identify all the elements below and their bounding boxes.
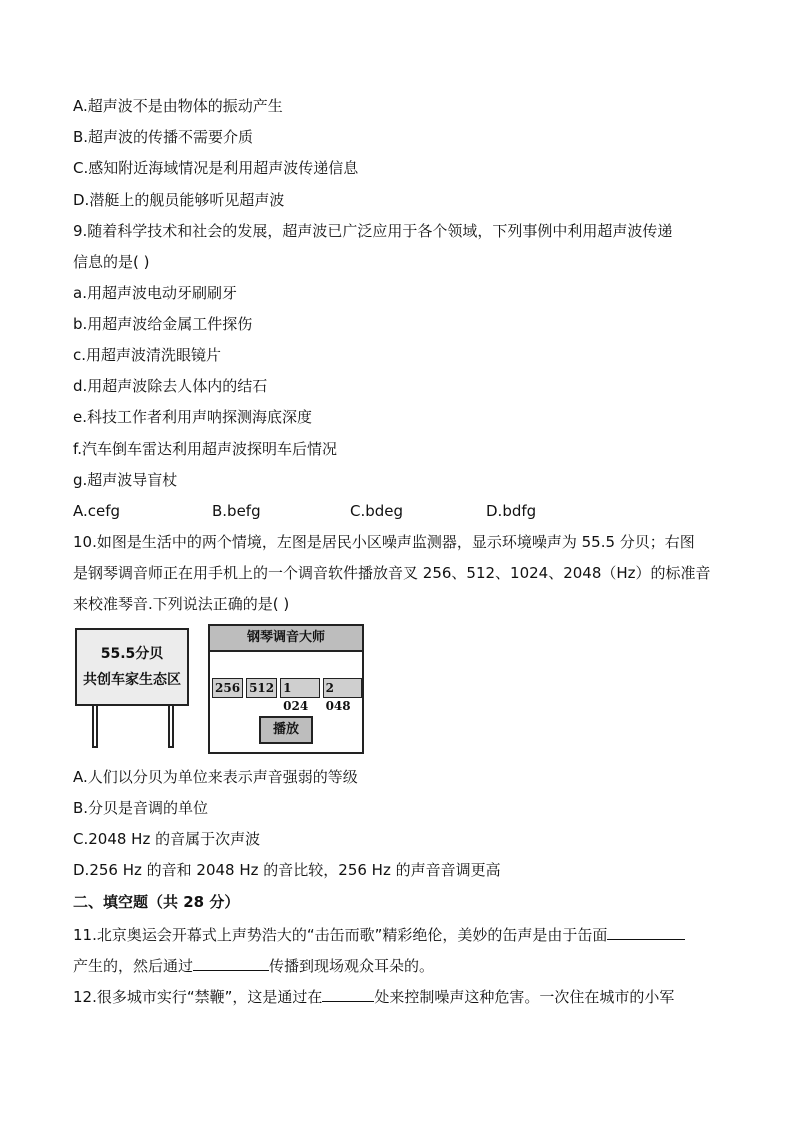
q9-choice-b: B.befg — [212, 502, 261, 520]
section-heading: 二、填空题（共 28 分） — [73, 893, 240, 911]
q11-text-1: 11.北京奥运会开幕式上声势浩大的“击缶而歌”精彩绝伦，美妙的缶声是由于缶面 — [73, 926, 608, 944]
play-button: 播放 — [259, 716, 313, 744]
q8-option-c: C.感知附近海域情况是利用超声波传递信息 — [73, 159, 359, 177]
sign-post-right — [168, 706, 174, 748]
q11-text-3: 传播到现场观众耳朵的。 — [269, 957, 435, 975]
q9-item-d: d.用超声波除去人体内的结石 — [73, 377, 268, 395]
q10-option-d: D.256 Hz 的音和 2048 Hz 的音比较，256 Hz 的声音音调更高 — [73, 861, 501, 879]
q10-option-c: C.2048 Hz 的音属于次声波 — [73, 830, 261, 848]
q9-choice-d: D.bdfg — [486, 502, 537, 520]
q12-blank-1[interactable] — [322, 985, 374, 1002]
q10-stem-line2: 是钢琴调音师正在用手机上的一个调音软件播放音叉 256、512、1024、2048（Hz）的标准音 — [73, 564, 711, 582]
q9-item-f: f.汽车倒车雷达利用超声波探明车后情况 — [73, 440, 337, 458]
q11-blank-1[interactable] — [607, 923, 685, 940]
q12-text-2: 处来控制噪声这种危害。一次住在城市的小军 — [374, 988, 675, 1006]
q10-stem-line3: 来校准琴音.下列说法正确的是( ) — [73, 595, 290, 613]
q8-option-d: D.潜艇上的舰员能够听见超声波 — [73, 191, 285, 209]
freq-512-button: 512 — [246, 678, 277, 698]
q11-blank-2[interactable] — [193, 954, 269, 971]
q9-choice-a: A.cefg — [73, 502, 121, 520]
tuning-app-screen — [208, 624, 364, 754]
q10-option-a: A.人们以分贝为单位来表示声音强弱的等级 — [73, 768, 358, 786]
q8-option-b: B.超声波的传播不需要介质 — [73, 128, 254, 146]
freq-256-button: 256 — [212, 678, 243, 698]
q9-item-a: a.用超声波电动牙刷刷牙 — [73, 284, 237, 302]
q9-choice-c: C.bdeg — [350, 502, 404, 520]
q11-line1 — [73, 923, 685, 945]
q9-item-g: g.超声波导盲杖 — [73, 471, 178, 489]
frequency-buttons — [212, 678, 362, 713]
q9-stem-line1: 9.随着科学技术和社会的发展，超声波已广泛应用于各个领域，下列事例中利用超声波传递 — [73, 222, 673, 240]
q9-item-c: c.用超声波清洗眼镜片 — [73, 346, 222, 364]
tuning-app-title: 钢琴调音大师 — [210, 626, 362, 652]
freq-2048-button: 2 048 — [323, 678, 362, 698]
q10-option-b: B.分贝是音调的单位 — [73, 799, 209, 817]
q9-item-e: e.科技工作者利用声呐探测海底深度 — [73, 408, 312, 426]
sign-slogan: 共创车家生态区 — [83, 672, 181, 688]
freq-1024-button: 1 024 — [280, 678, 319, 698]
q9-item-b: b.用超声波给金属工件探伤 — [73, 315, 253, 333]
q12-line1 — [73, 985, 674, 1007]
noise-reading: 55.5分贝 — [100, 646, 164, 662]
q10-stem-line1: 10.如图是生活中的两个情境，左图是居民小区噪声监测器，显示环境噪声为 55.5 分贝；右图 — [73, 533, 695, 551]
sign-post-left — [92, 706, 98, 748]
q11-line2 — [73, 954, 434, 976]
q8-option-a: A.超声波不是由物体的振动产生 — [73, 97, 283, 115]
q11-text-2: 产生的，然后通过 — [73, 957, 194, 975]
noise-monitor-sign — [75, 628, 189, 706]
q12-text-1: 12.很多城市实行“禁鞭”，这是通过在 — [73, 988, 323, 1006]
q9-stem-line2: 信息的是( ) — [73, 253, 150, 271]
